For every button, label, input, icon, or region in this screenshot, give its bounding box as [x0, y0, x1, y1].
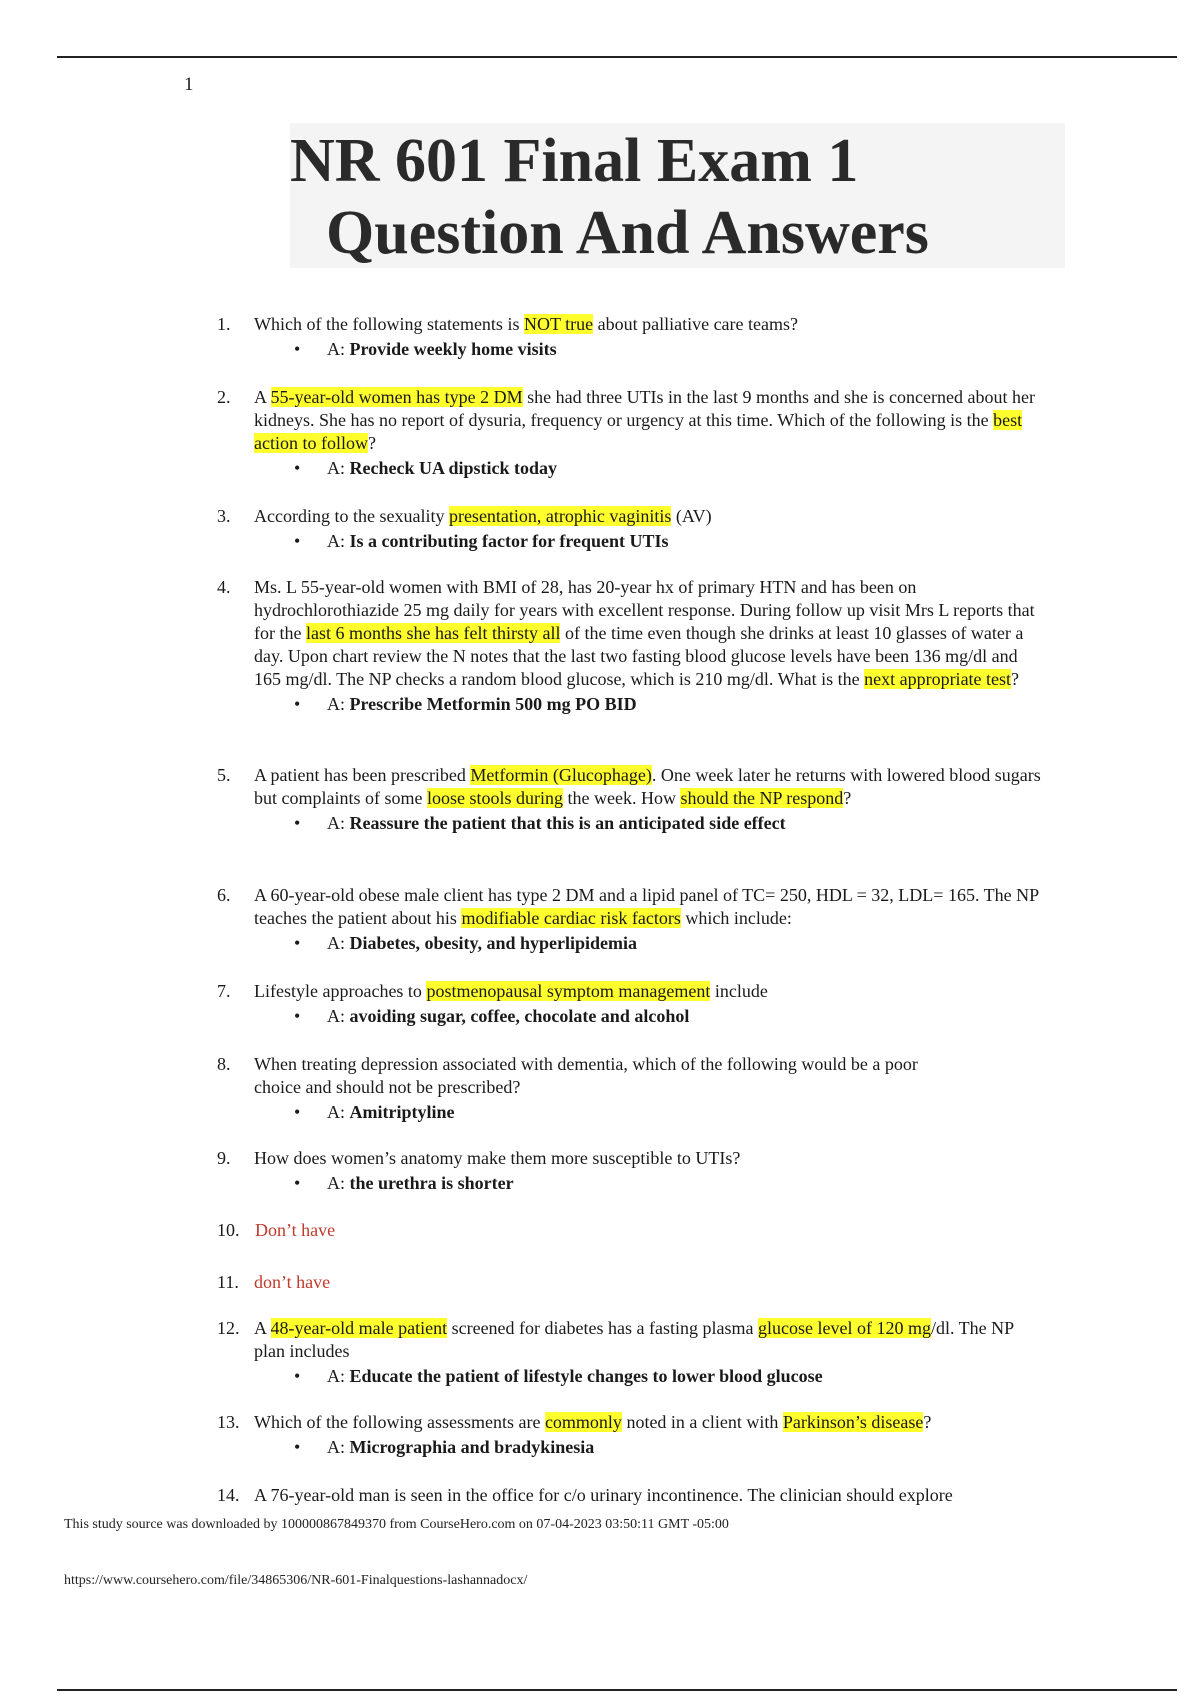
answer [254, 693, 1047, 716]
question-text [254, 386, 1047, 455]
title-line-2: Question And Answers [326, 199, 929, 267]
question-text-segment: Don’t have [255, 1220, 336, 1240]
question-number: 9. [217, 1148, 231, 1168]
question-text-segment: don’t have [254, 1272, 331, 1292]
answer-prefix: A: [327, 1006, 350, 1026]
question-10 [217, 1219, 1047, 1242]
question-number: 2. [217, 387, 231, 407]
answer-prefix: A: [327, 531, 350, 551]
answer-text: Educate the patient of lifestyle changes to lower blood glucose [349, 1366, 823, 1386]
answer [254, 530, 1047, 553]
highlighted-phrase: glucose level of 120 mg [757, 1318, 931, 1338]
question-1 [217, 313, 1047, 361]
question-text-segment: /dl. The NP plan includes [254, 1318, 1014, 1361]
answer-prefix: A: [327, 339, 350, 359]
bullet-icon: • [294, 1366, 301, 1386]
question-number: 6. [217, 885, 231, 905]
answer-text: Recheck UA dipstick today [349, 458, 558, 478]
bullet-icon: • [294, 1173, 301, 1193]
question-number: 5. [217, 765, 231, 785]
answer-prefix: A: [327, 813, 350, 833]
page-number: 1 [184, 74, 194, 95]
answer-text: Prescribe Metformin 500 mg PO BID [349, 694, 637, 714]
bullet-icon: • [294, 458, 301, 478]
question-number: 1. [217, 314, 231, 334]
question-7 [217, 980, 1047, 1028]
answer-text: Reassure the patient that this is an anticipated side effect [349, 813, 786, 833]
question-14 [217, 1484, 1077, 1507]
question-number: 14. [217, 1485, 240, 1505]
question-number: 7. [217, 981, 231, 1001]
bullet-icon: • [294, 694, 301, 714]
question-text [254, 1411, 1047, 1434]
answer-text: Is a contributing factor for frequent UTIs [349, 531, 669, 551]
question-number: 3. [217, 506, 231, 526]
answer [254, 1101, 962, 1124]
answer [254, 338, 1047, 361]
question-text [254, 1484, 1077, 1507]
answer-text: avoiding sugar, coffee, chocolate and alcohol [349, 1006, 690, 1026]
answer-prefix: A: [327, 458, 350, 478]
answer [254, 1365, 1047, 1388]
question-11 [217, 1271, 1047, 1294]
question-text-segment: ? [367, 433, 376, 453]
question-12 [217, 1317, 1047, 1388]
question-text-segment: A 60-year-old obese male client has type 2 DM and a lipid panel of TC= 250, HDL = 32, LDL= 165. The NP teaches the patient about his [254, 885, 1039, 928]
answer [254, 1172, 1047, 1195]
question-text-segment: . One week later he returns with lowered blood sugars but complaints of some [254, 765, 1041, 808]
question-text-segment: When treating depression associated with dementia, which of the following would be a poor choice and should not be prescribed? [254, 1054, 918, 1097]
question-9 [217, 1147, 1047, 1195]
highlighted-phrase: NOT true [523, 314, 594, 334]
answer [254, 932, 1047, 955]
question-13 [217, 1411, 1047, 1459]
document-title [290, 123, 1065, 268]
highlighted-phrase: last 6 months she has felt thirsty all [305, 623, 561, 643]
question-text-segment: screened for diabetes has a fasting plasma [447, 1318, 758, 1338]
answer-text: Diabetes, obesity, and hyperlipidemia [349, 933, 638, 953]
highlighted-phrase: best action to follow [254, 410, 1023, 453]
answer-prefix: A: [327, 1366, 350, 1386]
highlighted-phrase: postmenopausal symptom management [426, 981, 711, 1001]
question-5 [217, 764, 1047, 835]
question-text-segment: How does women’s anatomy make them more susceptible to UTIs? [254, 1148, 741, 1168]
answer-text: Amitriptyline [349, 1102, 455, 1122]
question-number: 11. [217, 1272, 239, 1292]
top-rule [57, 56, 1177, 58]
question-6 [217, 884, 1047, 955]
question-text-segment: she had three UTIs in the last 9 months and she is concerned about her kidneys. She has no report of dysuria, frequency or urgency at this time. Which of the following is the [254, 387, 1035, 430]
question-number: 10. [217, 1220, 240, 1240]
answer-text: Provide weekly home visits [349, 339, 557, 359]
download-source-note: This study source was downloaded by 100000867849370 from CourseHero.com on 07-04-2023 03:50:11 GMT -05:00 [64, 1517, 729, 1532]
bullet-icon: • [294, 933, 301, 953]
question-text [254, 1317, 1047, 1363]
highlighted-phrase: 48-year-old male patient [270, 1318, 448, 1338]
question-text-segment: about palliative care teams? [593, 314, 799, 334]
question-text-segment: ? [1011, 669, 1020, 689]
question-text [254, 1271, 1047, 1294]
bottom-rule [57, 1689, 1177, 1691]
highlighted-phrase: Metformin (Glucophage) [470, 765, 652, 785]
question-number: 13. [217, 1412, 240, 1432]
bullet-icon: • [294, 1006, 301, 1026]
question-text-segment: the week. How [563, 788, 681, 808]
question-text-segment: include [710, 981, 768, 1001]
question-number: 12. [217, 1318, 240, 1338]
question-8 [217, 1053, 962, 1124]
question-text [254, 884, 1047, 930]
question-text-segment: According to the sexuality [254, 506, 449, 526]
question-text-segment: Ms. L 55-year-old women with BMI of 28, has 20-year hx of primary HTN and has been on hydrochlorothiazide 25 mg daily for years with excellent response. During follow up visit Mrs L reports that for the [254, 577, 1035, 643]
highlighted-phrase: should the NP respond [680, 788, 844, 808]
answer [254, 1436, 1047, 1459]
question-text [254, 980, 1047, 1003]
question-text-segment: A [254, 387, 271, 407]
answer-prefix: A: [327, 933, 350, 953]
highlighted-phrase: modifiable cardiac risk factors [461, 908, 681, 928]
question-text-segment: Which of the following assessments are [254, 1412, 545, 1432]
bullet-icon: • [294, 531, 301, 551]
question-text [254, 576, 1047, 691]
bullet-icon: • [294, 339, 301, 359]
question-number: 4. [217, 577, 231, 597]
highlighted-phrase: loose stools during [426, 788, 563, 808]
question-text-segment: noted in a client with [621, 1412, 783, 1432]
highlighted-phrase: commonly [544, 1412, 622, 1432]
question-4 [217, 576, 1047, 716]
question-text [254, 313, 1047, 336]
bullet-icon: • [294, 1102, 301, 1122]
question-text-segment: ? [843, 788, 852, 808]
title-line-1: NR 601 Final Exam 1 [290, 127, 859, 195]
question-text-segment: A 76-year-old man is seen in the office for c/o urinary incontinence. The clinician should explore [254, 1485, 953, 1505]
highlighted-phrase: presentation, atrophic vaginitis [448, 506, 672, 526]
highlighted-phrase: next appropriate test [864, 669, 1012, 689]
question-text-segment: A [254, 1318, 271, 1338]
answer-prefix: A: [327, 694, 350, 714]
bullet-icon: • [294, 813, 301, 833]
highlighted-phrase: Parkinson’s disease [782, 1412, 924, 1432]
question-text [254, 1053, 962, 1099]
answer-prefix: A: [327, 1437, 350, 1457]
question-2 [217, 386, 1047, 480]
question-text-segment: Lifestyle approaches to [254, 981, 427, 1001]
answer-text: Micrographia and bradykinesia [349, 1437, 595, 1457]
question-3 [217, 505, 1047, 553]
question-text-segment: (AV) [671, 506, 712, 526]
question-text-segment: A patient has been prescribed [254, 765, 471, 785]
answer [254, 457, 1047, 480]
question-text [255, 1219, 1047, 1242]
question-text-segment: which include: [680, 908, 792, 928]
answer [254, 1005, 1047, 1028]
answer-text: the urethra is shorter [349, 1173, 514, 1193]
answer-prefix: A: [327, 1102, 350, 1122]
question-text [254, 505, 1047, 528]
highlighted-phrase: 55-year-old women has type 2 DM [270, 387, 523, 407]
question-text [254, 1147, 1047, 1170]
question-text-segment: of the time even though she drinks at least 10 glasses of water a day. Upon chart review the N notes that the last two fasting blood glucose levels have been 136 mg/dl and 165 mg/dl. The NP checks a random blood glucose, which is 210 mg/dl. What is the [254, 623, 1024, 689]
question-text-segment: ? [923, 1412, 932, 1432]
question-text-segment: Which of the following statements is [254, 314, 524, 334]
answer-prefix: A: [327, 1173, 350, 1193]
bullet-icon: • [294, 1437, 301, 1457]
question-number: 8. [217, 1054, 231, 1074]
question-text [254, 764, 1047, 810]
source-url-link[interactable]: https://www.coursehero.com/file/34865306/NR-601-Finalquestions-lashannadocx/ [64, 1573, 528, 1588]
answer [254, 812, 1047, 835]
